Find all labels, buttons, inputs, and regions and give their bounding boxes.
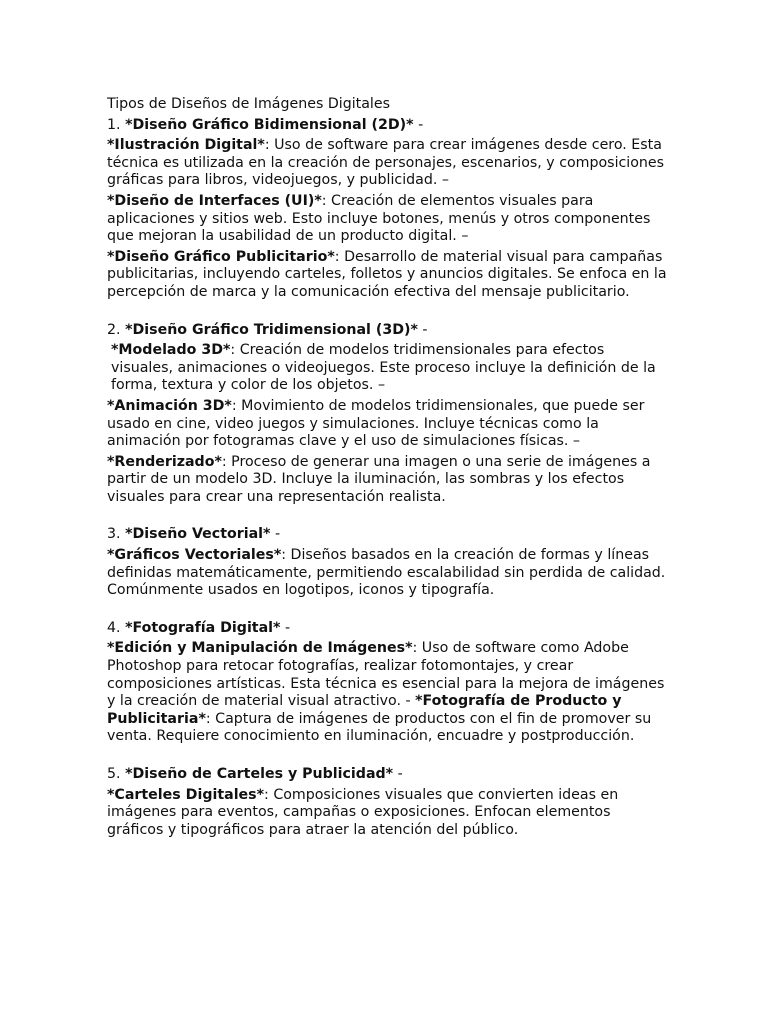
item-term: *Ilustración Digital* (107, 137, 265, 154)
item-text: : Movimiento de modelos tridimensionales, que puede ser usado en cine, video juegos y simulaciones. Incluye técnicas como la animación por fotogramas clave y el uso de simulaciones físicas. – (107, 397, 645, 450)
item-text: : Diseños basados en la creación de formas y líneas definidas matemáticamente, permitiendo escalabilidad sin perdida de calidad. Comúnmente usados en logotipos, iconos y tipografía. (107, 547, 666, 599)
section-vectorial (107, 526, 667, 599)
section-title: *Diseño Vectorial* (125, 526, 271, 543)
section-heading (107, 322, 667, 340)
section-suffix: - (397, 766, 403, 782)
section-title: *Diseño Gráfico Bidimensional (2D)* (125, 116, 414, 133)
section-suffix: - (284, 619, 291, 636)
section-number: 3. (107, 526, 121, 543)
item-text: : Proceso de generar una imagen o una serie de imágenes a partir de un modelo 3D. Incluye la iluminación, las sombras y los efectos visuales para crear una representación realista. (107, 453, 651, 505)
section-suffix: - (274, 526, 281, 543)
section-number: 5. (107, 766, 121, 782)
document-title: Tipos de Diseños de Imágenes Digitales (107, 96, 390, 112)
item-term: *Fotografía de Producto y Publicitaria* (107, 693, 622, 727)
section-heading (107, 766, 667, 784)
list-item (107, 249, 667, 302)
item-text: : Uso de software para crear imágenes desde cero. Esta técnica es utilizada en la creación de personajes, escenarios, y composiciones gráficas para libros, videojuegos, y publicidad. – (107, 137, 665, 189)
list-item (107, 454, 667, 507)
section-heading (107, 526, 667, 544)
item-term: *Modelado 3D* (111, 342, 231, 359)
item-text: : Composiciones visuales que convierten ideas en imágenes para eventos, campañas o exposiciones. Enfocan elementos gráficos y tipográficos para atraer la atención del público. (107, 786, 619, 838)
item-term: *Gráficos Vectoriales* (107, 547, 282, 564)
list-item (107, 342, 667, 395)
list-item (107, 787, 667, 840)
section-number: 2. (107, 321, 121, 338)
section-number: 4. (107, 619, 121, 636)
list-item (107, 398, 667, 451)
section-3d (107, 322, 667, 507)
document-page (107, 96, 667, 842)
item-text: : Uso de software como Adobe Photoshop para retocar fotografías, realizar fotomontajes, y crear composiciones artísticas. Esta técnica es esencial para la mejora de imágenes y la creación de material visual atractivo. - (107, 640, 665, 710)
section-carteles (107, 766, 667, 839)
item-term: *Animación 3D* (107, 397, 232, 414)
section-heading (107, 117, 667, 135)
section-suffix: - (418, 116, 424, 133)
item-text: : Desarrollo de material visual para campañas publicitarias, incluyendo carteles, folletos y anuncios digitales. Se enfoca en la percepción de marca y la comunicación efectiva del mensaje publicitario. (107, 248, 667, 300)
item-term: *Edición y Manipulación de Imágenes* (107, 640, 413, 657)
section-fotografia (107, 620, 667, 746)
section-title: *Diseño Gráfico Tridimensional (3D)* (125, 321, 418, 338)
list-item (107, 547, 667, 600)
section-number: 1. (107, 116, 121, 133)
item-term: *Diseño de Interfaces (UI)* (107, 192, 322, 209)
list-item (107, 137, 667, 190)
item-term: *Renderizado* (107, 453, 222, 470)
list-item (107, 640, 667, 746)
item-text: : Captura de imágenes de productos con el fin de promover su venta. Requiere conocimiento en iluminación, encuadre y postproducción. (107, 710, 652, 745)
item-text: : Creación de elementos visuales para aplicaciones y sitios web. Esto incluye botones, menús y otros componentes que mejoran la usabilidad de un producto digital. – (107, 192, 651, 245)
section-heading (107, 620, 667, 638)
section-2d (107, 117, 667, 302)
item-text: : Creación de modelos tridimensionales para efectos visuales, animaciones o videojuegos. Este proceso incluye la definición de la forma, textura y color de los objetos. – (111, 342, 656, 394)
section-suffix: - (422, 321, 428, 338)
section-title: *Diseño de Carteles y Publicidad* (125, 766, 394, 782)
section-title: *Fotografía Digital* (125, 619, 281, 636)
item-term: *Diseño Gráfico Publicitario* (107, 248, 335, 265)
item-term: *Carteles Digitales* (107, 786, 265, 803)
list-item (107, 193, 667, 246)
